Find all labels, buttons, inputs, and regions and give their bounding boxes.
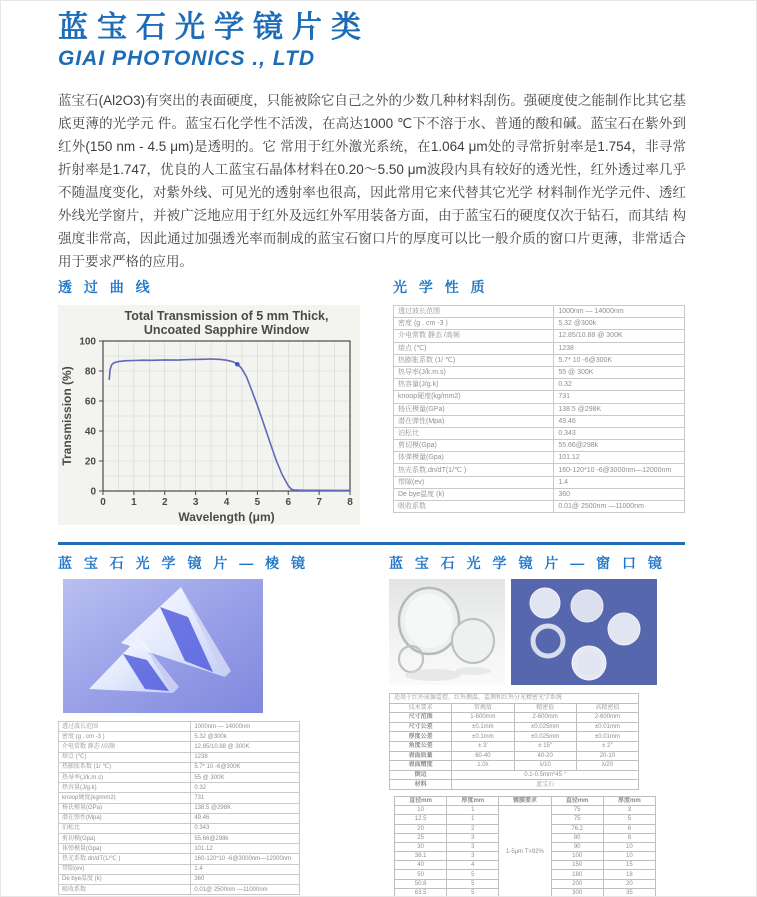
property-label: 热容量(J/g.k) (59, 783, 191, 793)
svg-text:0: 0 (90, 486, 96, 498)
spec-row-label: 角度公差 (390, 741, 452, 751)
property-value: 55 @ 300K (191, 772, 300, 782)
property-row (59, 834, 300, 844)
property-label: 介电常数 静态 /高频 (394, 330, 554, 342)
property-row (394, 354, 685, 366)
property-row (59, 813, 300, 823)
spec-value: ±0.01mm (576, 732, 638, 742)
property-row (59, 772, 300, 782)
property-value: 160-120*10 -6@3000nm—12000nm (191, 854, 300, 864)
dim-diameter: 100 (551, 852, 603, 861)
property-label: 吸收系数 (394, 501, 554, 513)
spec-header-row (390, 703, 639, 713)
dim-thickness: 10 (603, 852, 655, 861)
spec-value: 1-600mm (452, 713, 514, 723)
page-header (58, 9, 370, 71)
dim-diameter: 50 (395, 870, 447, 879)
property-value: 101.12 (554, 452, 685, 464)
property-label: 热容量(J/g.k) (394, 379, 554, 391)
window-product-images (389, 579, 689, 685)
dim-thickness: 10 (603, 842, 655, 851)
section-heading-window: 蓝 宝 石 光 学 镜 片 — 窗 口 镜 (389, 555, 666, 571)
property-value: 1.4 (191, 864, 300, 874)
svg-text:40: 40 (84, 426, 96, 438)
window-product-image-2 (511, 579, 657, 685)
property-value: 1.4 (554, 476, 685, 488)
spec-row-label: 厚度公差 (390, 732, 452, 742)
property-label: 泊松比 (59, 823, 191, 833)
dim-diameter: 75 (551, 806, 603, 815)
transmission-chart (58, 305, 360, 525)
property-value: 55.66@298k (554, 440, 685, 452)
property-value: 12.85/10.88 @ 300K (191, 742, 300, 752)
property-row (394, 330, 685, 342)
property-label: 透过波长范围 (59, 722, 191, 732)
property-row (59, 823, 300, 833)
prism-section (58, 555, 373, 895)
spec-row (390, 722, 639, 732)
spec-value: λ/10 (514, 761, 576, 771)
svg-text:Transmission (%): Transmission (%) (60, 366, 74, 466)
spec-value: ±0.025mm (514, 722, 576, 732)
property-label: 熔点 (℃) (394, 342, 554, 354)
window-section (389, 555, 689, 897)
dim-thickness: 3 (447, 833, 499, 842)
property-row (59, 783, 300, 793)
transmission-curve-section (58, 279, 370, 525)
intro-paragraph: 蓝宝石(Al2O3)有突出的表面硬度，只能被除它自己之外的少数几种材料刮伤。强硬度使之能制作比其它基底更薄的光学元 件。蓝宝石化学性不活泼，在高达1000 ℃下不溶于水、普通的酸和碱。蓝宝石在紫外到红外(150 nm - 4.5 μm)是透明的。它 常用于红外激光系统，在1.064 μm处的寻常折射率是1.754，非寻常折射率是1.747，优良的人工蓝宝石晶体材料在0.20～5.50 μm波段内具有较好的透光性，红外透过率几乎不随温度变化，对紫外线、可见光的透射率也很高，因此常用它来代替其它光学 材料制作光学元件、透红外线光学窗片，并被广泛地应用于红外及远红外军用装备方面，由于蓝宝石的硬度仅次于钻石，而其结 构强度非常高，因此通过加强透光率而制成的蓝宝石窗口片的厚度可以比一般介质的窗口片更薄，非常适合用于要求严格的应用。 (58, 93, 686, 269)
property-value: 0.01@ 2500nm —11000nm (191, 885, 300, 895)
dim-header-cell: 直径mm (551, 796, 603, 805)
svg-text:80: 80 (84, 366, 96, 378)
property-row (59, 874, 300, 884)
spec-value: 40-20 (514, 751, 576, 761)
dim-thickness: 15 (603, 861, 655, 870)
spec-row-label: 表面质量 (390, 751, 452, 761)
property-value: 1238 (191, 752, 300, 762)
dim-thickness: 35 (603, 888, 655, 897)
prism-properties-table (58, 721, 300, 895)
property-label: 杨氏模量(GPa) (59, 803, 191, 813)
dim-thickness: 5 (447, 870, 499, 879)
spec-value: ±0.1mm (452, 732, 514, 742)
dim-diameter: 90 (551, 842, 603, 851)
section-heading-transmission-curve: 透 过 曲 线 (58, 279, 154, 295)
spec-row-label: 材料 (390, 780, 452, 790)
property-value: 55.66@298k (191, 834, 300, 844)
property-row (59, 793, 300, 803)
dim-thickness: 18 (603, 870, 655, 879)
property-label: 泊松比 (394, 427, 554, 439)
dim-thickness: 20 (603, 879, 655, 888)
spec-row (390, 751, 639, 761)
property-row (394, 403, 685, 415)
property-row (59, 722, 300, 732)
property-value: 360 (191, 874, 300, 884)
property-label: 热导率(J/k.m.s) (59, 772, 191, 782)
spec-note: 适用于红外成像监控、红外测温、监测和红外分光精密光学系统 (390, 694, 639, 704)
property-label: 介电常数 静态 /高频 (59, 742, 191, 752)
spec-value: 20-10 (576, 751, 638, 761)
property-value: 5.7* 10 -6@300K (191, 762, 300, 772)
property-label: 剪切模(Gpa) (59, 834, 191, 844)
svg-text:20: 20 (84, 456, 96, 468)
spec-row (390, 741, 639, 751)
property-row (59, 732, 300, 742)
property-row (394, 391, 685, 403)
property-label: knoop硬度(kg/mm2) (394, 391, 554, 403)
spec-note-row (390, 694, 639, 704)
section-divider (58, 542, 685, 545)
svg-text:2: 2 (161, 497, 168, 508)
dim-diameter: 25 (395, 833, 447, 842)
dim-diameter: 80 (551, 833, 603, 842)
property-row (394, 488, 685, 500)
spec-row-label: 表面精度 (390, 761, 452, 771)
svg-text:Total Transmission of 5 mm Thi: Total Transmission of 5 mm Thick, (124, 309, 329, 323)
spec-header-cell: 精密值 (514, 703, 576, 713)
property-label: 潜在弹性(Mpa) (59, 813, 191, 823)
property-label: 热膨胀系数 (1/ ℃) (394, 354, 554, 366)
svg-text:Uncoated Sapphire Window: Uncoated Sapphire Window (143, 323, 310, 337)
svg-text:4: 4 (223, 497, 230, 508)
spec-value: λ/20 (576, 761, 638, 771)
dim-diameter: 150 (551, 861, 603, 870)
svg-text:6: 6 (285, 497, 292, 508)
spec-row (390, 761, 639, 771)
dim-diameter: 20 (395, 824, 447, 833)
property-value: 55 @ 300K (554, 366, 685, 378)
property-label: 带隙(ev) (59, 864, 191, 874)
dim-row (395, 806, 656, 815)
property-label: 热膨胀系数 (1/ ℃) (59, 762, 191, 772)
dim-thickness: 3 (603, 806, 655, 815)
property-value: 0.01@ 2500nm —11000nm (554, 501, 685, 513)
property-label: 透过波长范围 (394, 306, 554, 318)
svg-text:5: 5 (254, 497, 261, 508)
property-row (59, 885, 300, 895)
svg-text:8: 8 (347, 497, 353, 508)
dim-diameter: 75 (551, 815, 603, 824)
page-title: 蓝宝石光学镜片类 (58, 11, 370, 44)
window-product-image-1 (389, 579, 505, 685)
svg-text:Wavelength (μm): Wavelength (μm) (178, 510, 275, 524)
property-row (394, 342, 685, 354)
spec-value: ± 2″ (576, 741, 638, 751)
section-heading-prism: 蓝 宝 石 光 学 镜 片 — 棱 镜 (58, 555, 310, 571)
dim-header-cell: 厚度mm (603, 796, 655, 805)
property-label: 带隙(ev) (394, 476, 554, 488)
spec-row (390, 780, 639, 790)
precision-spec-table (389, 693, 639, 790)
spec-value: 2-600mm (576, 713, 638, 723)
property-label: De bye温度 (k) (394, 488, 554, 500)
spec-value: ± 15″ (514, 741, 576, 751)
property-value: 1000nm — 14000nm (191, 722, 300, 732)
property-label: 热光系数.dn/dT(1/℃ ) (59, 854, 191, 864)
spec-value: 0.1-0.5mm*45 ° (452, 770, 639, 780)
dim-thickness: 2 (447, 824, 499, 833)
dim-thickness: 1 (447, 815, 499, 824)
property-row (394, 440, 685, 452)
dim-thickness: 3 (447, 842, 499, 851)
dim-thickness: 5 (447, 888, 499, 897)
dimension-table (394, 796, 656, 897)
property-label: knoop硬度(kg/mm2) (59, 793, 191, 803)
property-row (394, 366, 685, 378)
spec-value: 蓝宝石 (452, 780, 639, 790)
property-label: 密度 (g . cm -3 ) (59, 732, 191, 742)
dim-thickness: 4 (447, 861, 499, 870)
property-label: 密度 (g . cm -3 ) (394, 318, 554, 330)
spec-value: 60-40 (452, 751, 514, 761)
dim-thickness: 3 (447, 852, 499, 861)
dim-coating: 1-5μm T>92% (499, 806, 551, 897)
spec-value: ±0.1mm (452, 722, 514, 732)
property-value: 49.46 (191, 813, 300, 823)
property-row (394, 379, 685, 391)
property-label: De bye温度 (k) (59, 874, 191, 884)
property-row (394, 501, 685, 513)
property-row (394, 318, 685, 330)
dim-diameter: 10 (395, 806, 447, 815)
spec-value: 2-600mm (514, 713, 576, 723)
dim-diameter: 30 (395, 842, 447, 851)
property-value: 12.85/10.88 @ 300K (554, 330, 685, 342)
property-row (59, 844, 300, 854)
spec-row (390, 770, 639, 780)
dim-diameter: 76.2 (551, 824, 603, 833)
svg-text:100: 100 (79, 336, 96, 348)
property-value: 731 (191, 793, 300, 803)
dim-thickness: 6 (603, 824, 655, 833)
property-label: 潜在弹性(Mpa) (394, 415, 554, 427)
property-label: 热光系数.dn/dT(1/℃ ) (394, 464, 554, 476)
spec-value: ±0.01mm (576, 722, 638, 732)
dim-thickness: 5 (603, 815, 655, 824)
property-value: 5.7* 10 -6@300K (554, 354, 685, 366)
property-row (394, 452, 685, 464)
dim-diameter: 200 (551, 879, 603, 888)
property-value: 360 (554, 488, 685, 500)
property-value: 1238 (554, 342, 685, 354)
dim-thickness: 5 (447, 879, 499, 888)
property-row (394, 464, 685, 476)
property-value: 160-120*10 -6@3000nm—12000nm (554, 464, 685, 476)
property-label: 熔点 (℃) (59, 752, 191, 762)
svg-text:7: 7 (316, 497, 322, 508)
property-label: 剪切模(Gpa) (394, 440, 554, 452)
property-value: 0.32 (554, 379, 685, 391)
property-value: 49.46 (554, 415, 685, 427)
optical-properties-table (393, 305, 685, 513)
svg-text:3: 3 (192, 497, 199, 508)
property-value: 138.5 @298K (554, 403, 685, 415)
spec-value: ±0.025mm (514, 732, 576, 742)
property-row (59, 864, 300, 874)
spec-value: 1.0λ (452, 761, 514, 771)
property-row (59, 742, 300, 752)
property-row (59, 854, 300, 864)
dim-diameter: 50.8 (395, 879, 447, 888)
spec-header-cell: 高精密值 (576, 703, 638, 713)
property-label: 体弹模量(Gpa) (394, 452, 554, 464)
property-row (59, 803, 300, 813)
property-row (394, 427, 685, 439)
dim-diameter: 180 (551, 870, 603, 879)
spec-row-label: 倒边 (390, 770, 452, 780)
spec-row (390, 713, 639, 723)
property-row (394, 415, 685, 427)
property-value: 5.32 @300k (191, 732, 300, 742)
property-label: 吸收系数 (59, 885, 191, 895)
spec-row-label: 尺寸范围 (390, 713, 452, 723)
dim-thickness: 1 (447, 806, 499, 815)
spec-header-cell: 常规值 (452, 703, 514, 713)
spec-header-cell: 技术要求 (390, 703, 452, 713)
spec-value: ± 3′ (452, 741, 514, 751)
dim-header-cell: 直径mm (395, 796, 447, 805)
transmission-chart-svg (58, 305, 360, 525)
property-label: 热导率(J/k.m.s) (394, 366, 554, 378)
dim-diameter: 12.5 (395, 815, 447, 824)
optical-properties-section (393, 279, 686, 513)
property-value: 101.12 (191, 844, 300, 854)
property-row (59, 752, 300, 762)
dim-header-cell: 镀膜要求 (499, 796, 551, 805)
property-label: 体弹模量(Gpa) (59, 844, 191, 854)
spec-row (390, 732, 639, 742)
spec-row-label: 尺寸公差 (390, 722, 452, 732)
dim-header-row (395, 796, 656, 805)
property-value: 5.32 @300k (554, 318, 685, 330)
dim-diameter: 40 (395, 861, 447, 870)
dim-diameter: 38.1 (395, 852, 447, 861)
property-value: 0.343 (191, 823, 300, 833)
dim-diameter: 300 (551, 888, 603, 897)
property-label: 杨氏模量(GPa) (394, 403, 554, 415)
svg-text:0: 0 (100, 497, 106, 508)
property-value: 1000nm — 14000nm (554, 306, 685, 318)
property-value: 138.5 @298K (191, 803, 300, 813)
dim-header-cell: 厚度mm (447, 796, 499, 805)
dim-diameter: 63.5 (395, 888, 447, 897)
property-value: 0.32 (191, 783, 300, 793)
company-name: GIAI PHOTONICS ., LTD (58, 47, 316, 70)
dim-thickness: 8 (603, 833, 655, 842)
property-value: 0.343 (554, 427, 685, 439)
svg-text:1: 1 (131, 497, 137, 508)
svg-text:60: 60 (84, 396, 96, 408)
property-row (394, 306, 685, 318)
prism-product-image (63, 579, 263, 713)
property-row (59, 762, 300, 772)
section-heading-optical-properties: 光 学 性 质 (393, 279, 489, 295)
property-row (394, 476, 685, 488)
property-value: 731 (554, 391, 685, 403)
